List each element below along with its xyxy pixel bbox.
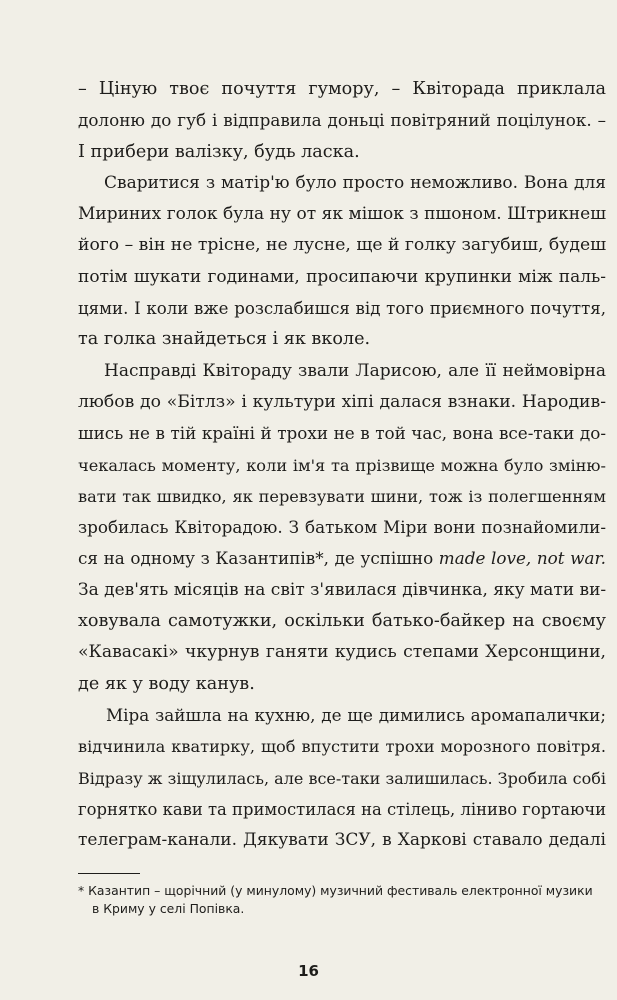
italic-phrase: made love, not war. — [438, 548, 606, 569]
text-line: Міра зайшла на кухню, де ще димились аромапалички; — [106, 704, 606, 725]
text-line: Відразу ж зіщулилась, але все-таки залишилась. Зробила собі — [78, 768, 606, 788]
text-line: потім шукати годинами, просипаючи крупинки між паль- — [78, 266, 606, 287]
text-line: його – він не трісне, не лусне, ще й голку загубиш, будеш — [78, 235, 607, 256]
footnote — [78, 882, 606, 918]
text-line: – Ціную твоє почуття гумору, – Квіторада приклала — [78, 79, 606, 99]
text-line — [78, 543, 606, 574]
footnote-divider — [78, 873, 140, 874]
text-line: Мириних голок була ну от як мішок з пшоном. Штрикнеш — [78, 204, 606, 225]
text-line: зробилась Квіторадою. З батьком Міри вони познайомили- — [78, 517, 606, 538]
text-line: горнятко кави та примостилася на стілець, ліниво гортаючи — [78, 799, 607, 819]
text-line: любов до «Бітлз» і культури хіпі далася взнаки. Народив- — [78, 391, 606, 412]
body-text — [78, 74, 606, 856]
text-line: І прибери валізку, будь ласка. — [78, 141, 360, 162]
text-line: шись не в тій країні й трохи не в той час, вона все-таки до- — [78, 423, 606, 444]
text-line: долоню до губ і відправила доньці повітряний поцілунок. – — [78, 110, 606, 131]
page-number: 16 — [298, 962, 319, 980]
text-line-start: ся на одному з Казантипів*, де успішно — [78, 548, 434, 569]
text-line: цями. І коли вже розслабишся від того приємного почуття, — [78, 299, 606, 319]
text-line: та голка знайдеться і як вколе. — [78, 329, 371, 350]
text-line: За дев'ять місяців на світ з'явилася дівчинка, яку мати ви- — [78, 579, 607, 600]
text-line: Сваритися з матір'ю було просто неможливо. Вона для — [104, 172, 606, 193]
text-line: «Кавасакі» чкурнув ганяти кудись степами Херсонщини, — [78, 642, 606, 663]
text-line: телеграм-канали. Дякувати ЗСУ, в Харкові ставало дедалі — [78, 830, 606, 851]
footnote-line: в Криму у селі Попівка. — [92, 901, 245, 916]
footnote-line: * Казантип – щорічний (у минулому) музичний фестиваль електронної музики — [78, 883, 593, 898]
text-line: вати так швидко, як перевзувати шини, тож із полегшенням — [78, 486, 606, 506]
text-line: ховувала самотужки, оскільки батько-байкер на своєму — [78, 611, 606, 632]
text-line: відчинила кватирку, щоб впустити трохи морозного повітря. — [78, 737, 606, 757]
text-line: чекалась моменту, коли ім'я та прізвище можна було зміню- — [78, 455, 606, 475]
text-line: Насправді Квітораду звали Ларисою, але її неймовірна — [104, 360, 606, 381]
text-line: де як у воду канув. — [78, 673, 255, 694]
